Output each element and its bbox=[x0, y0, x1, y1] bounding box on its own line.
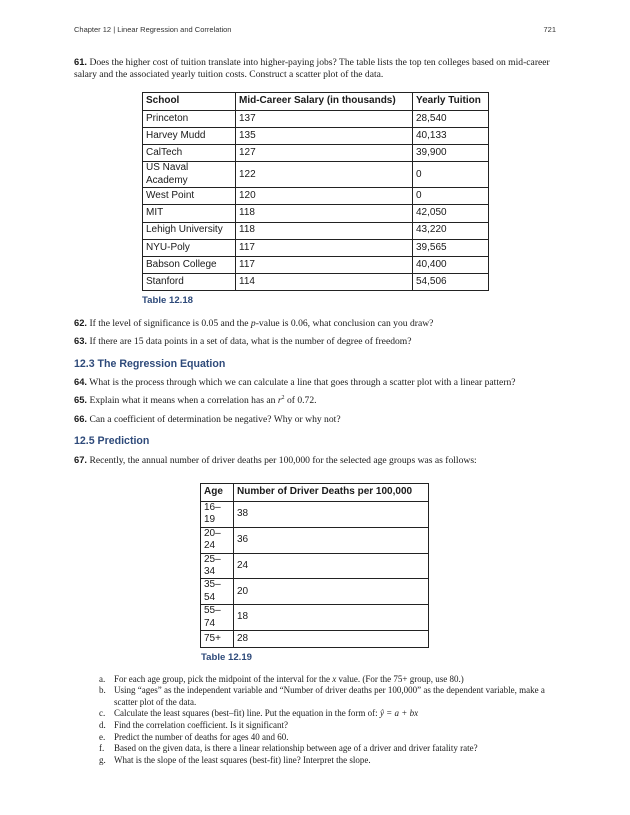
table-cell-school: MIT bbox=[143, 205, 236, 222]
table-cell-school: NYU-Poly bbox=[143, 239, 236, 256]
subquestion-letter: c. bbox=[99, 708, 106, 719]
table-row bbox=[143, 188, 489, 205]
table-cell-school: Stanford bbox=[143, 274, 236, 291]
column-header-age: Age bbox=[201, 483, 234, 501]
table-row bbox=[143, 205, 489, 222]
table-cell-salary: 120 bbox=[236, 188, 413, 205]
question-number: 66. bbox=[74, 412, 88, 424]
question-text: If there are 15 data points in a set of data, what is the number of degree of freedom? bbox=[89, 336, 412, 348]
subquestion-text: Based on the given data, is there a linear relationship between age of a driver and driver fatality rate? bbox=[114, 743, 478, 754]
p-variable: p bbox=[250, 317, 256, 329]
regression-equation: ŷ = a + bx bbox=[379, 708, 419, 719]
question-text: Explain what it means when a correlation has an bbox=[89, 395, 278, 407]
subquestion-b bbox=[74, 685, 556, 708]
question-66 bbox=[74, 413, 556, 426]
page-number: 721 bbox=[543, 25, 556, 34]
table-cell-tuition: 42,050 bbox=[413, 205, 489, 222]
table-row bbox=[201, 605, 429, 631]
table-cell-age: 75+ bbox=[201, 631, 234, 648]
column-header-school: School bbox=[143, 92, 236, 110]
table-row bbox=[143, 256, 489, 273]
question-number: 62. bbox=[74, 316, 88, 328]
question-67 bbox=[74, 454, 556, 467]
subquestion-c bbox=[74, 708, 556, 720]
table-cell-school: US Naval Academy bbox=[143, 162, 236, 188]
subquestion-e bbox=[74, 732, 556, 744]
table-row bbox=[143, 274, 489, 291]
table-cell-tuition: 39,900 bbox=[413, 145, 489, 162]
table-cell-deaths: 24 bbox=[234, 553, 429, 579]
table-cell-deaths: 28 bbox=[234, 631, 429, 648]
question-number: 61. bbox=[74, 56, 88, 67]
question-number: 65. bbox=[74, 394, 88, 406]
subquestion-text: Find the correlation coefficient. Is it significant? bbox=[114, 720, 289, 730]
table-cell-tuition: 54,506 bbox=[413, 274, 489, 291]
table-cell-tuition: 39,565 bbox=[413, 239, 489, 256]
table-cell-salary: 135 bbox=[236, 128, 413, 145]
table-cell-salary: 127 bbox=[236, 145, 413, 162]
subquestion-g bbox=[74, 755, 556, 767]
table-row bbox=[201, 527, 429, 553]
question-text: If the level of significance is 0.05 and the bbox=[89, 317, 251, 329]
table-cell-tuition: 28,540 bbox=[413, 110, 489, 127]
question-65 bbox=[74, 394, 556, 407]
page-content bbox=[74, 56, 556, 766]
table-cell-salary: 122 bbox=[236, 162, 413, 188]
subquestion-text: Calculate the least squares (best–fit) line. Put the equation in the form of: bbox=[114, 708, 380, 719]
table-cell-school: West Point bbox=[143, 188, 236, 205]
question-text: Recently, the annual number of driver deaths per 100,000 for the selected age groups was as follows: bbox=[89, 454, 477, 466]
question-text-cont: -value is 0.06, what conclusion can you draw? bbox=[255, 317, 434, 329]
table-cell-salary: 117 bbox=[236, 256, 413, 273]
subquestion-text-cont: value. (For the 75+ group, use 80.) bbox=[336, 673, 464, 684]
table-row bbox=[201, 553, 429, 579]
column-header-salary: Mid-Career Salary (in thousands) bbox=[236, 92, 413, 110]
page-header bbox=[74, 25, 556, 37]
table-header-row bbox=[201, 483, 429, 501]
table-cell-salary: 114 bbox=[236, 274, 413, 291]
table-row bbox=[143, 145, 489, 162]
subquestion-text: What is the slope of the least squares (best-fit) line? Interpret the slope. bbox=[114, 754, 371, 765]
subquestion-letter: e. bbox=[99, 731, 106, 742]
table-cell-tuition: 0 bbox=[413, 162, 489, 188]
subquestion-d bbox=[74, 720, 556, 732]
subquestion-text: Using “ages” as the independent variable and “Number of driver deaths per 100,000” as the dependent variable, make a scatter plot of the data. bbox=[114, 685, 545, 707]
table-cell-salary: 117 bbox=[236, 239, 413, 256]
table-cell-tuition: 40,400 bbox=[413, 256, 489, 273]
question-text: Can a coefficient of determination be negative? Why or why not? bbox=[89, 413, 341, 425]
table-cell-age: 16–19 bbox=[201, 501, 234, 527]
section-heading-12-5: 12.5 Prediction bbox=[74, 435, 150, 448]
exponent: 2 bbox=[281, 395, 285, 402]
section-heading-12-3: 12.3 The Regression Equation bbox=[74, 357, 226, 370]
table-row bbox=[143, 162, 489, 188]
table-cell-tuition: 0 bbox=[413, 188, 489, 205]
table-caption-12-19: Table 12.19 bbox=[201, 652, 253, 664]
column-header-tuition: Yearly Tuition bbox=[413, 92, 489, 110]
subquestion-text: Predict the number of deaths for ages 40 and 60. bbox=[114, 731, 289, 742]
question-number: 63. bbox=[74, 335, 88, 347]
table-cell-age: 20–24 bbox=[201, 527, 234, 553]
question-number: 64. bbox=[74, 375, 88, 387]
table-row bbox=[201, 501, 429, 527]
driver-deaths-table bbox=[200, 483, 429, 648]
table-cell-school: Princeton bbox=[143, 110, 236, 127]
table-cell-salary: 118 bbox=[236, 205, 413, 222]
table-caption-12-18: Table 12.18 bbox=[142, 295, 194, 307]
table-cell-age: 25–34 bbox=[201, 553, 234, 579]
column-header-deaths: Number of Driver Deaths per 100,000 bbox=[234, 483, 429, 501]
table-cell-deaths: 36 bbox=[234, 527, 429, 553]
table-cell-deaths: 38 bbox=[234, 501, 429, 527]
question-63 bbox=[74, 335, 556, 348]
question-text-cont: of 0.72. bbox=[284, 395, 317, 407]
table-row bbox=[143, 128, 489, 145]
subquestion-f bbox=[74, 743, 556, 755]
table-cell-age: 35–54 bbox=[201, 579, 234, 605]
table-row bbox=[143, 239, 489, 256]
table-header-row bbox=[143, 92, 489, 110]
table-row bbox=[143, 222, 489, 239]
table-cell-tuition: 40,133 bbox=[413, 128, 489, 145]
question-61 bbox=[74, 56, 556, 82]
subquestion-letter: a. bbox=[99, 673, 106, 684]
table-row bbox=[201, 631, 429, 648]
r-variable: r bbox=[277, 395, 282, 407]
question-62 bbox=[74, 317, 556, 330]
subquestion-letter: g. bbox=[99, 754, 106, 765]
chapter-title: Chapter 12 | Linear Regression and Correlation bbox=[74, 25, 232, 34]
subquestion-list bbox=[74, 674, 556, 767]
table-cell-tuition: 43,220 bbox=[413, 222, 489, 239]
table-cell-school: Lehigh University bbox=[143, 222, 236, 239]
table-row bbox=[201, 579, 429, 605]
x-variable: x bbox=[332, 673, 337, 684]
subquestion-letter: d. bbox=[99, 720, 106, 730]
subquestion-letter: f. bbox=[99, 743, 105, 754]
table-cell-deaths: 20 bbox=[234, 579, 429, 605]
subquestion-text: For each age group, pick the midpoint of the interval for the bbox=[114, 673, 333, 684]
table-cell-deaths: 18 bbox=[234, 605, 429, 631]
subquestion-a bbox=[74, 674, 556, 686]
table-cell-school: Babson College bbox=[143, 256, 236, 273]
table-cell-school: Harvey Mudd bbox=[143, 128, 236, 145]
tuition-salary-table bbox=[142, 92, 489, 292]
question-text: Does the higher cost of tuition translate into higher-paying jobs? The table lists the top ten colleges based on mid-career salary and the associated yearly tuition costs. Construct a scatter plot of the data. bbox=[74, 57, 550, 81]
question-64 bbox=[74, 376, 556, 389]
question-text: What is the process through which we can calculate a line that goes through a scatter plot with a linear pattern? bbox=[89, 376, 516, 388]
question-number: 67. bbox=[74, 453, 88, 465]
table-row bbox=[143, 110, 489, 127]
table-cell-salary: 137 bbox=[236, 110, 413, 127]
table-cell-age: 55–74 bbox=[201, 605, 234, 631]
table-cell-school: CalTech bbox=[143, 145, 236, 162]
subquestion-letter: b. bbox=[99, 685, 106, 696]
table-cell-salary: 118 bbox=[236, 222, 413, 239]
